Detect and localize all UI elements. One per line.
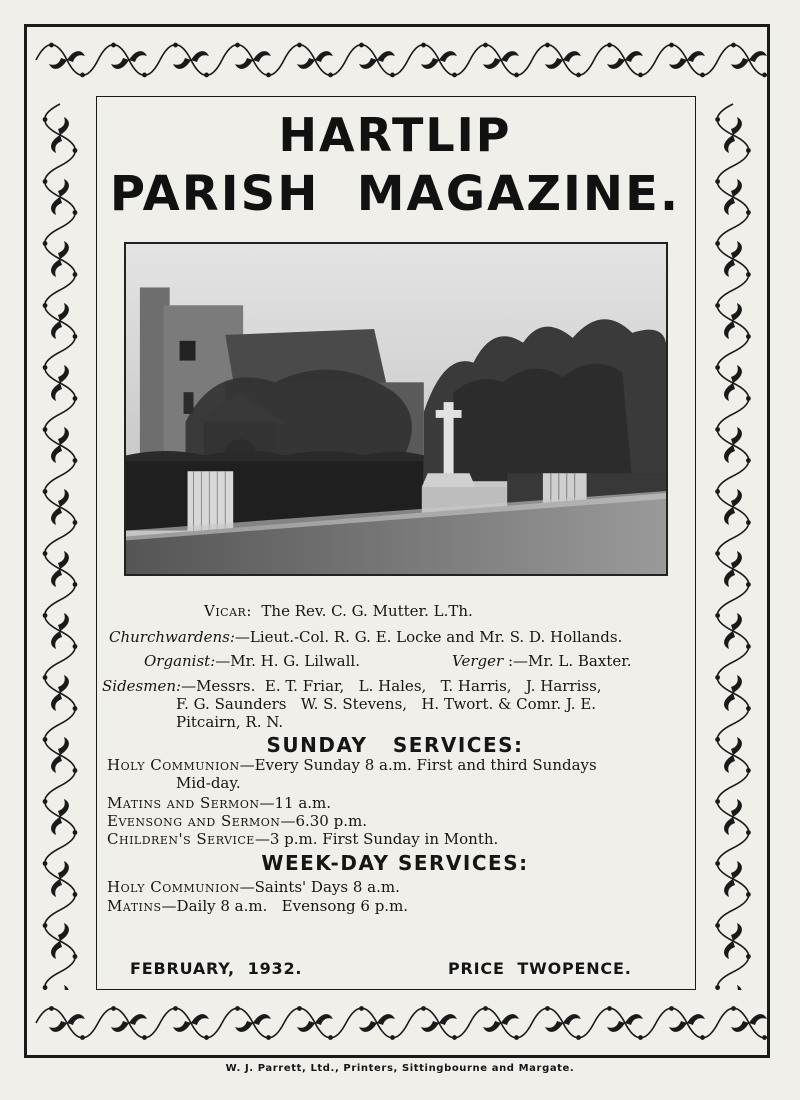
sunday-service-item: Mid-day.: [176, 774, 241, 792]
sunday-service-item: Holy Communion—Every Sunday 8 a.m. First and third Sundays: [107, 756, 597, 774]
churchwardens-names: —Lieut.-Col. R. G. E. Locke and Mr. S. D. Hollands.: [234, 628, 623, 646]
weekday-service-item: Holy Communion—Saints' Days 8 a.m.: [107, 878, 400, 896]
sidesmen-names-1: —Messrs. E. T. Friar, L. Hales, T. Harris, J. Harriss,: [181, 677, 602, 695]
sunday-service-item: Matins and Sermon—11 a.m.: [107, 794, 332, 812]
sunday-services-heading: SUNDAY SERVICES:: [266, 733, 524, 757]
weekday-service-item: Matins—Daily 8 a.m. Evensong 6 p.m.: [107, 897, 409, 915]
vicar-name: The Rev. C. G. Mutter. L.Th.: [261, 602, 473, 620]
sidesmen-line-1: [102, 677, 602, 695]
sidesmen-names-2: F. G. Saunders W. S. Stevens, H. Twort. & Comr. J. E.: [176, 695, 597, 713]
sidesmen-label: Sidesmen:: [102, 677, 182, 695]
vicar-line: [204, 602, 473, 620]
sidesmen-names-3: Pitcairn, R. N.: [176, 713, 284, 731]
verger-label: Verger: [452, 652, 504, 670]
organist-line: [144, 652, 360, 670]
church-photograph: [124, 242, 668, 576]
verger-line: [452, 652, 632, 670]
masthead-title-line2: PARISH MAGAZINE.: [109, 166, 681, 222]
sunday-service-item: Evensong and Sermon—6.30 p.m.: [107, 812, 367, 830]
weekday-services-heading: WEEK-DAY SERVICES:: [261, 851, 529, 875]
verger-name: :—Mr. L. Baxter.: [507, 652, 632, 670]
vicar-label: Vicar:: [204, 602, 252, 620]
churchwardens-line: [109, 628, 622, 646]
printer-credit: W. J. Parrett, Ltd., Printers, Sittingbourne and Margate.: [225, 1063, 575, 1074]
issue-price: PRICE TWOPENCE.: [448, 959, 632, 978]
masthead-title-line1: HARTLIP: [278, 108, 512, 162]
sunday-service-item: Children's Service—3 p.m. First Sunday in Month.: [107, 830, 499, 848]
issue-date: FEBRUARY, 1932.: [130, 959, 303, 978]
organist-name: —Mr. H. G. Lilwall.: [215, 652, 360, 670]
churchwardens-label: Churchwardens:: [109, 628, 235, 646]
organist-label: Organist:: [144, 652, 216, 670]
